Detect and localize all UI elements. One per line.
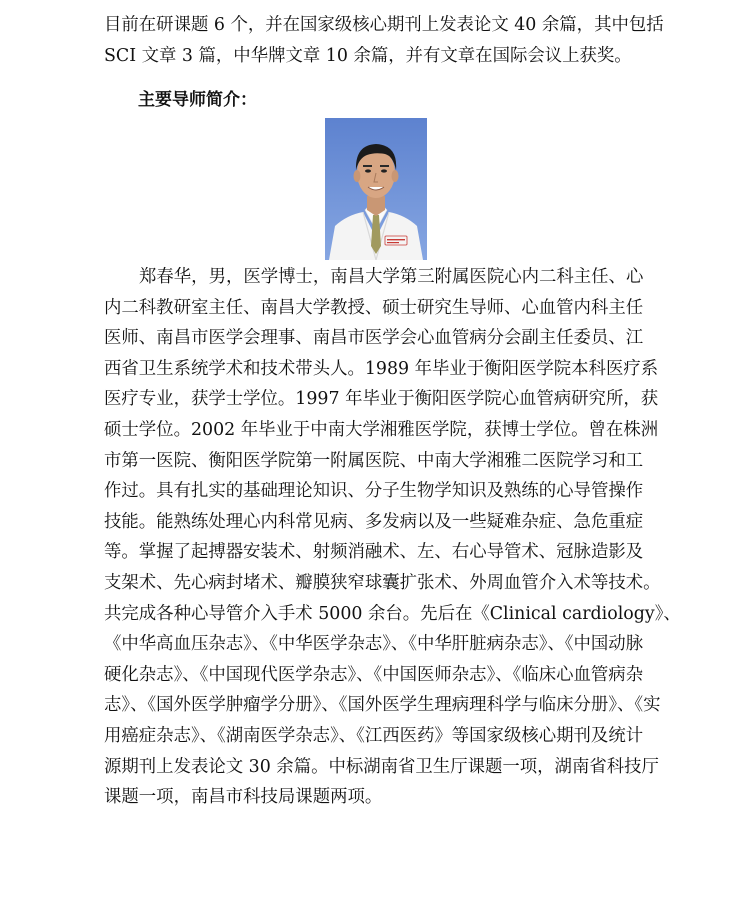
bio-line: 《中华高血压杂志》、《中华医学杂志》、《中华肝脏病杂志》、《中国动脉 <box>104 634 644 655</box>
bio-line: 西省卫生系统学术和技术带头人。1989 年毕业于衡阳医学院本科医疗系 <box>104 358 659 379</box>
bio-line: 医师、南昌市医学会理事、南昌市医学会心血管病分会副主任委员、江 <box>104 328 644 349</box>
bio-line: 志》、《国外医学肿瘤学分册》、《国外医学生理病理科学与临床分册》、《实 <box>104 695 661 716</box>
intro-line: SCI 文章 3 篇，中华牌文章 10 余篇，并有文章在国际会议上获奖。 <box>104 45 632 66</box>
doctor-portrait-illustration <box>325 118 427 260</box>
bio-line: 郑春华，男，医学博士，南昌大学第三附属医院心内二科主任、心 <box>139 267 644 287</box>
bio-line: 硕士学位。2002 年毕业于中南大学湘雅医学院，获博士学位。曾在株洲 <box>104 419 659 440</box>
doctor-portrait-photo <box>325 118 427 260</box>
bio-line: 作过。具有扎实的基础理论知识、分子生物学知识及熟练的心导管操作 <box>104 481 644 502</box>
biography-paragraph <box>104 262 681 813</box>
coat-badge <box>385 236 407 245</box>
section-heading: 主要导师简介： <box>138 90 257 110</box>
bio-line: 等。掌握了起搏器安装术、射频消融术、左、右心导管术、冠脉造影及 <box>104 542 644 563</box>
intro-paragraph <box>104 10 664 71</box>
bio-line: 支架术、先心病封堵术、瓣膜狭窄球囊扩张术、外周血管介入术等技术。 <box>104 572 661 593</box>
bio-line: 医疗专业，获学士学位。1997 年毕业于衡阳医学院心血管病研究所，获 <box>104 389 659 410</box>
bio-line: 课题一项，南昌市科技局课题两项。 <box>104 787 383 808</box>
bio-line: 市第一医院、衡阳医学院第一附属医院、中南大学湘雅二医院学习和工 <box>104 450 644 471</box>
bio-line: 硬化杂志》、《中国现代医学杂志》、《中国医师杂志》、《临床心血管病杂 <box>104 664 644 685</box>
bio-line: 用癌症杂志》、《湖南医学杂志》、《江西医药》等国家级核心期刊及统计 <box>104 725 644 746</box>
bio-line: 源期刊上发表论文 30 余篇。中标湖南省卫生厅课题一项，湖南省科技厅 <box>104 756 659 777</box>
bio-line: 共完成各种心导管介入手术 5000 余台。先后在《Clinical cardiology》、 <box>104 603 681 624</box>
bio-line: 内二科教研室主任、南昌大学教授、硕士研究生导师、心血管内科主任 <box>104 297 644 318</box>
bio-line: 技能。能熟练处理心内科常见病、多发病以及一些疑难杂症、急危重症 <box>104 511 644 532</box>
intro-line: 目前在研课题 6 个，并在国家级核心期刊上发表论文 40 余篇，其中包括 <box>104 15 664 35</box>
